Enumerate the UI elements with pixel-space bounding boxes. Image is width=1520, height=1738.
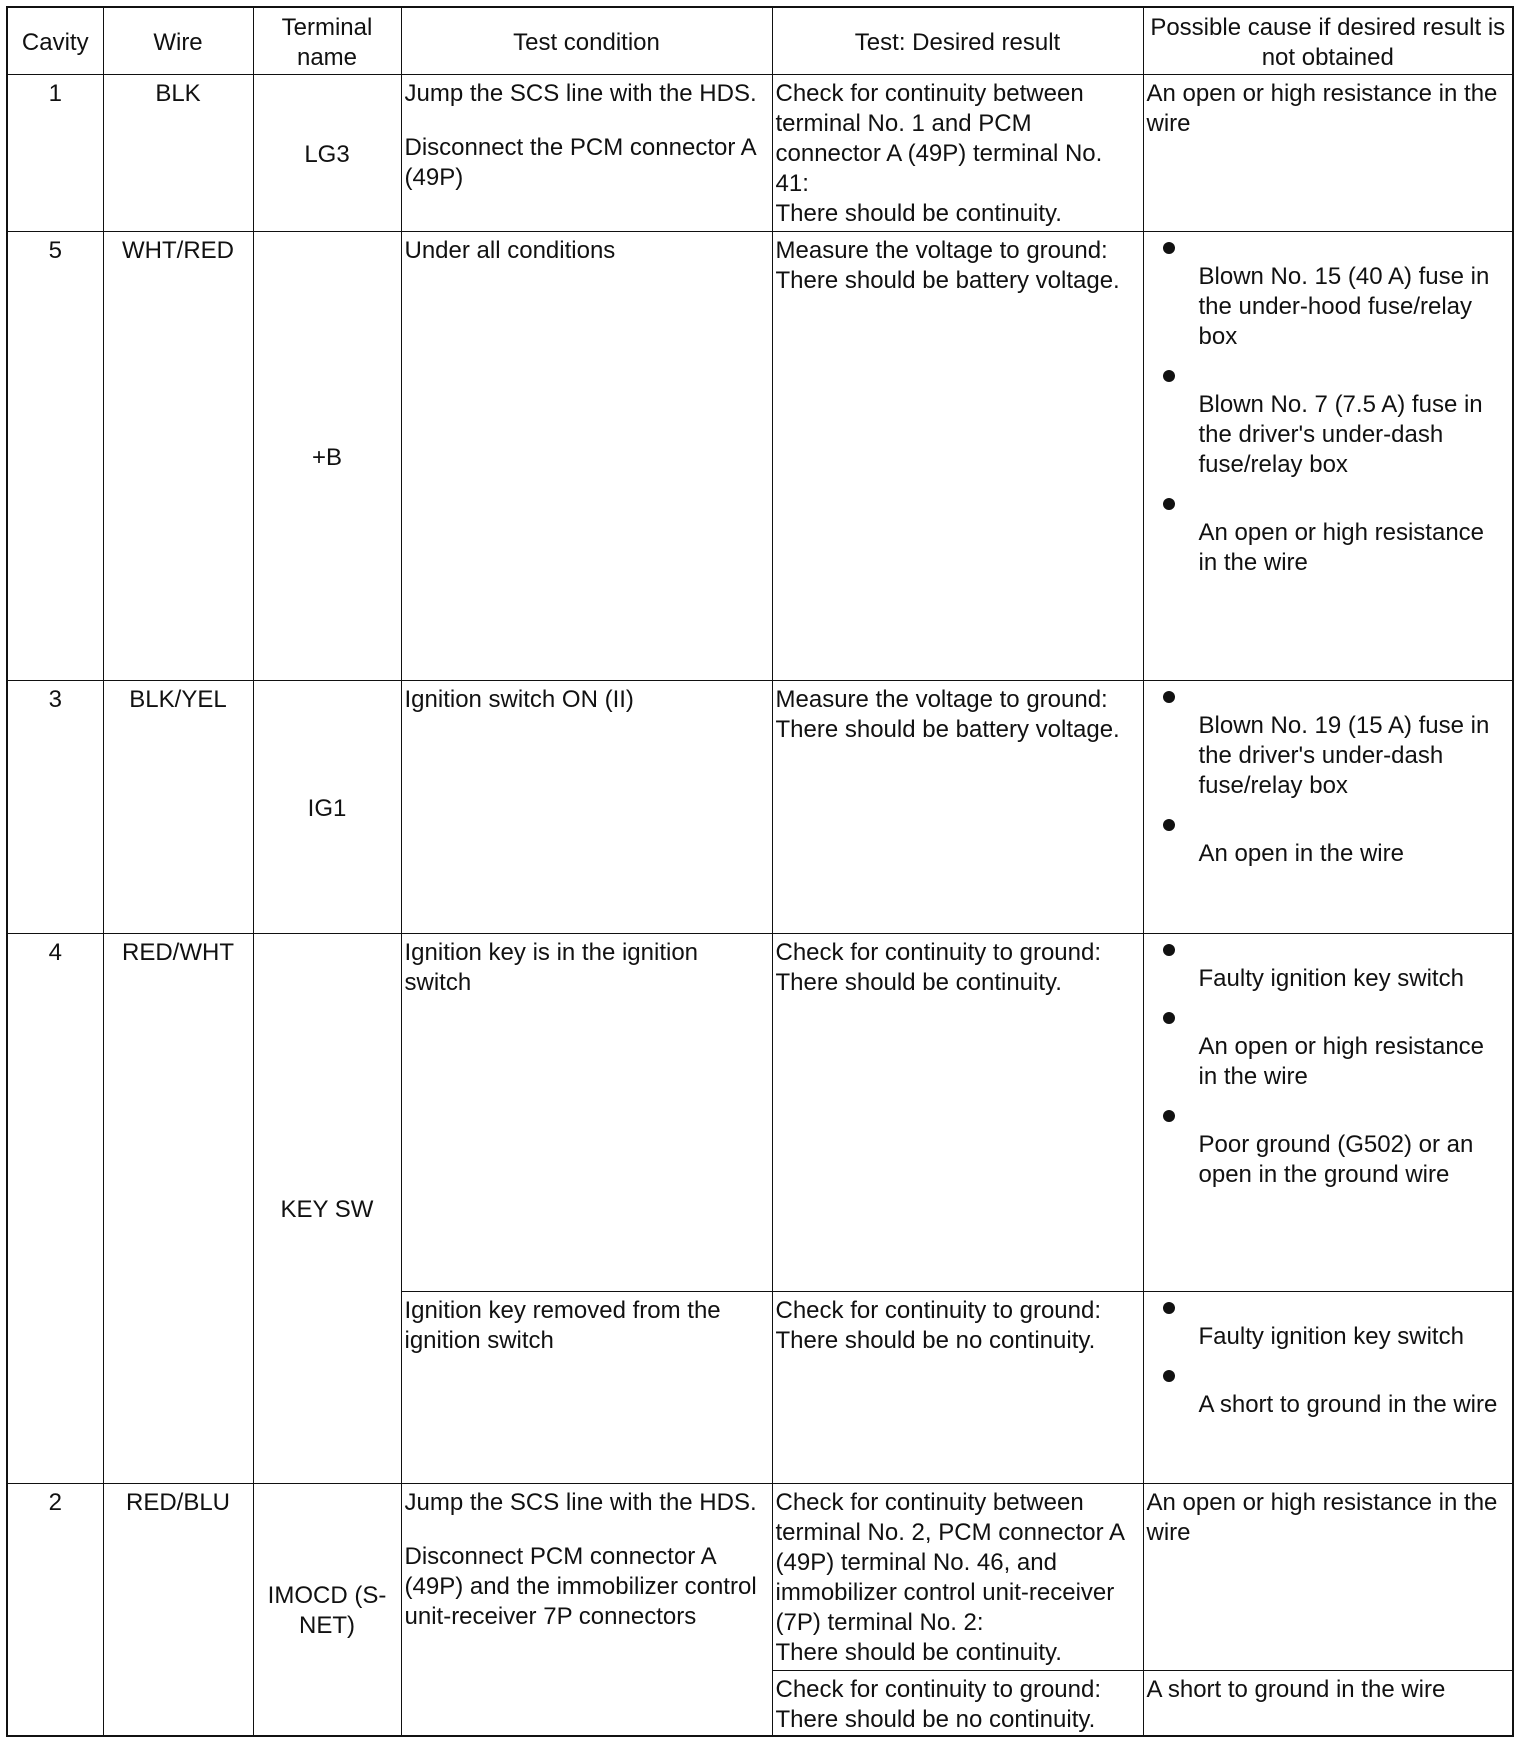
- table-row: [7, 74, 1513, 231]
- condition-line: Disconnect PCM connector A (49P) and the immobilizer control unit-receiver 7P connectors: [404, 1542, 757, 1630]
- result-line: There should be no continuity.: [775, 1326, 1096, 1354]
- result-line: There should be no continuity.: [775, 1705, 1096, 1733]
- possible-cause-cell: An open or high resistance in the wire: [1143, 1483, 1513, 1670]
- possible-cause-cell: [1143, 680, 1513, 933]
- test-condition-cell: Ignition key removed from the ignition switch: [401, 1291, 772, 1483]
- list-item: [1147, 1104, 1510, 1190]
- header-possible-cause: Possible cause if desired result is not obtained: [1143, 7, 1513, 74]
- desired-result-cell: [772, 1291, 1143, 1483]
- header-test-condition: Test condition: [401, 7, 772, 74]
- result-line: There should be continuity.: [775, 199, 1062, 227]
- condition-line: Disconnect the PCM connector A (49P): [404, 133, 756, 191]
- bullet-icon: [1163, 1012, 1175, 1024]
- cause-list: [1147, 685, 1510, 869]
- list-item: [1147, 813, 1510, 869]
- cause-text: Poor ground (G502) or an open in the ground wire: [1198, 1130, 1474, 1188]
- header-row: [7, 7, 1513, 74]
- wire-cell: BLK: [103, 74, 253, 231]
- cause-list: [1147, 1296, 1510, 1420]
- list-item: [1147, 364, 1510, 480]
- test-condition-cell: Under all conditions: [401, 231, 772, 680]
- test-condition-cell: Ignition switch ON (II): [401, 680, 772, 933]
- table-row: [7, 680, 1513, 933]
- table-row: [7, 1483, 1513, 1670]
- bullet-icon: [1163, 370, 1175, 382]
- result-line: Check for continuity between terminal No. 2, PCM connector A (49P) terminal No. 46, and immobilizer control unit-receiver (7P) terminal No. 2:: [775, 1488, 1124, 1636]
- desired-result-cell: [772, 933, 1143, 1291]
- bullet-icon: [1163, 691, 1175, 703]
- result-line: There should be continuity.: [775, 968, 1062, 996]
- cavity-cell: 4: [7, 933, 103, 1483]
- cause-text: An open or high resistance in the wire: [1198, 518, 1485, 576]
- condition-line: Jump the SCS line with the HDS.: [404, 79, 757, 107]
- cavity-cell: 1: [7, 74, 103, 231]
- desired-result-cell: [772, 680, 1143, 933]
- bullet-icon: [1163, 1370, 1175, 1382]
- bullet-icon: [1163, 819, 1175, 831]
- possible-cause-cell: [1143, 231, 1513, 680]
- condition-line: Jump the SCS line with the HDS.: [404, 1488, 757, 1516]
- connector-test-table: [6, 6, 1514, 1737]
- terminal-name-cell: IG1: [253, 680, 401, 933]
- table-row: [7, 933, 1513, 1291]
- result-line: There should be continuity.: [775, 1638, 1062, 1666]
- wire-cell: RED/BLU: [103, 1483, 253, 1736]
- terminal-name-cell: IMOCD (S-NET): [253, 1483, 401, 1736]
- header-cavity: Cavity: [7, 7, 103, 74]
- cause-list: [1147, 236, 1510, 578]
- bullet-icon: [1163, 1110, 1175, 1122]
- result-line: Check for continuity to ground:: [775, 938, 1102, 966]
- wire-cell: RED/WHT: [103, 933, 253, 1483]
- list-item: [1147, 492, 1510, 578]
- possible-cause-cell: [1143, 1291, 1513, 1483]
- cause-text: Blown No. 19 (15 A) fuse in the driver's under-dash fuse/relay box: [1198, 711, 1490, 799]
- desired-result-cell: [772, 231, 1143, 680]
- result-line: There should be battery voltage.: [775, 266, 1120, 294]
- wire-cell: BLK/YEL: [103, 680, 253, 933]
- bullet-icon: [1163, 944, 1175, 956]
- list-item: [1147, 236, 1510, 352]
- table-row: [7, 231, 1513, 680]
- terminal-name-cell: KEY SW: [253, 933, 401, 1483]
- possible-cause-cell: An open or high resistance in the wire: [1143, 74, 1513, 231]
- cause-text: Blown No. 7 (7.5 A) fuse in the driver's under-dash fuse/relay box: [1198, 390, 1483, 478]
- list-item: [1147, 685, 1510, 801]
- header-wire: Wire: [103, 7, 253, 74]
- cause-text: An open in the wire: [1198, 839, 1404, 867]
- list-item: [1147, 1364, 1510, 1420]
- cause-text: Blown No. 15 (40 A) fuse in the under-hood fuse/relay box: [1198, 262, 1490, 350]
- bullet-icon: [1163, 1302, 1175, 1314]
- result-line: Check for continuity between terminal No. 1 and PCM connector A (49P) terminal No. 41:: [775, 79, 1103, 197]
- cause-text: An open or high resistance in the wire: [1198, 1032, 1485, 1090]
- possible-cause-cell: [1143, 933, 1513, 1291]
- cause-text: A short to ground in the wire: [1198, 1390, 1498, 1418]
- desired-result-cell: [772, 1483, 1143, 1670]
- cavity-cell: 3: [7, 680, 103, 933]
- header-terminal-name: Terminal name: [253, 7, 401, 74]
- bullet-icon: [1163, 242, 1175, 254]
- list-item: [1147, 938, 1510, 994]
- cause-text: Faulty ignition key switch: [1198, 1322, 1464, 1350]
- result-line: Measure the voltage to ground:: [775, 685, 1108, 713]
- result-line: Check for continuity to ground:: [775, 1675, 1102, 1703]
- terminal-name-cell: +B: [253, 231, 401, 680]
- bullet-icon: [1163, 498, 1175, 510]
- test-condition-cell: Ignition key is in the ignition switch: [401, 933, 772, 1291]
- result-line: Check for continuity to ground:: [775, 1296, 1102, 1324]
- result-line: There should be battery voltage.: [775, 715, 1120, 743]
- test-condition-cell: [401, 74, 772, 231]
- desired-result-cell: [772, 74, 1143, 231]
- wire-cell: WHT/RED: [103, 231, 253, 680]
- list-item: [1147, 1296, 1510, 1352]
- list-item: [1147, 1006, 1510, 1092]
- terminal-name-cell: LG3: [253, 74, 401, 231]
- cavity-cell: 5: [7, 231, 103, 680]
- header-desired-result: Test: Desired result: [772, 7, 1143, 74]
- cause-text: Faulty ignition key switch: [1198, 964, 1464, 992]
- test-condition-cell: [401, 1483, 772, 1736]
- desired-result-cell: [772, 1670, 1143, 1736]
- cavity-cell: 2: [7, 1483, 103, 1736]
- cause-list: [1147, 938, 1510, 1190]
- possible-cause-cell: A short to ground in the wire: [1143, 1670, 1513, 1736]
- result-line: Measure the voltage to ground:: [775, 236, 1108, 264]
